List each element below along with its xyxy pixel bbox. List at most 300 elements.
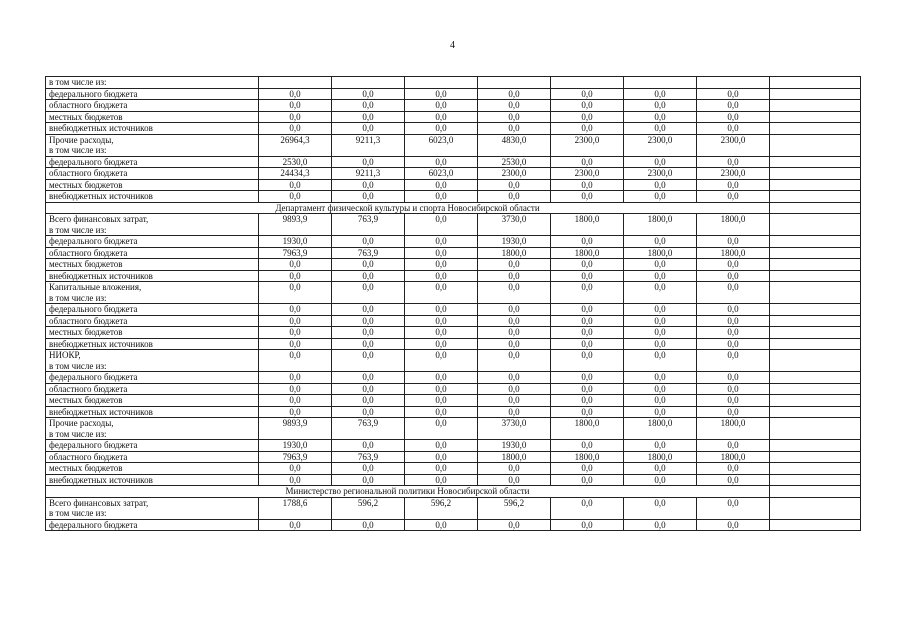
row-label-text: Прочие расходы,: [49, 418, 114, 428]
value-cell: 0,0: [697, 519, 770, 531]
value-cell: 0,0: [332, 270, 405, 282]
value-cell: 0,0: [478, 282, 551, 304]
value-cell: 0,0: [405, 88, 478, 100]
row-label-text: областного бюджета: [49, 315, 128, 326]
value-cell: 0,0: [551, 304, 624, 316]
value-cell: 6023,0: [405, 134, 478, 156]
value-cell: 0,0: [259, 282, 332, 304]
row-label-subtext: в том числе из:: [49, 224, 107, 235]
value-cell: 0,0: [405, 259, 478, 271]
notes-cell: [770, 406, 861, 418]
value-cell: 0,0: [259, 100, 332, 112]
row-label-text: в том числе из:: [49, 77, 107, 87]
value-cell: 0,0: [259, 463, 332, 475]
notes-cell: [770, 372, 861, 384]
value-cell: 1800,0: [697, 451, 770, 463]
notes-cell: [770, 474, 861, 486]
notes-cell: [770, 304, 861, 316]
notes-cell: [770, 111, 861, 123]
value-cell: 2300,0: [697, 134, 770, 156]
value-cell: 0,0: [332, 282, 405, 304]
notes-cell: [770, 327, 861, 339]
value-cell: 0,0: [405, 247, 478, 259]
row-label-text: федерального бюджета: [49, 372, 138, 382]
value-cell: 0,0: [332, 440, 405, 452]
value-cell: 0,0: [478, 315, 551, 327]
value-cell: 0,0: [405, 451, 478, 463]
value-cell: 0,0: [697, 88, 770, 100]
value-cell: 0,0: [405, 179, 478, 191]
value-cell: 0,0: [697, 282, 770, 304]
value-cell: 1800,0: [624, 214, 697, 236]
notes-cell: [770, 497, 861, 519]
value-cell: 0,0: [551, 406, 624, 418]
value-cell: 2300,0: [551, 168, 624, 180]
value-cell: 0,0: [332, 372, 405, 384]
value-cell: 763,9: [332, 214, 405, 236]
row-label: [46, 259, 259, 271]
value-cell: 0,0: [624, 304, 697, 316]
value-cell: 1800,0: [624, 418, 697, 440]
value-cell: 0,0: [697, 315, 770, 327]
value-cell: 0,0: [405, 418, 478, 440]
value-cell: 0,0: [624, 474, 697, 486]
table-row: [46, 259, 861, 271]
value-cell: 1800,0: [551, 418, 624, 440]
row-label-text: местных бюджетов: [49, 179, 123, 190]
value-cell: 0,0: [405, 383, 478, 395]
value-cell: 0,0: [259, 406, 332, 418]
row-label: [46, 111, 259, 123]
table-row: [46, 168, 861, 180]
row-label: [46, 100, 259, 112]
value-cell: 7963,9: [259, 247, 332, 259]
row-label: [46, 270, 259, 282]
row-label: [46, 451, 259, 463]
value-cell: 0,0: [332, 338, 405, 350]
row-label-text: НИОКР,: [49, 350, 81, 360]
value-cell: 763,9: [332, 418, 405, 440]
row-label-text: Капитальные вложения,: [49, 282, 142, 292]
value-cell: 0,0: [478, 111, 551, 123]
value-cell: 0,0: [332, 100, 405, 112]
value-cell: 0,0: [697, 474, 770, 486]
value-cell: 0,0: [332, 191, 405, 203]
row-label: [46, 134, 259, 156]
table-row: [46, 315, 861, 327]
value-cell: 0,0: [332, 350, 405, 372]
value-cell: 0,0: [405, 519, 478, 531]
value-cell: 1800,0: [551, 214, 624, 236]
row-label-text: федерального бюджета: [49, 156, 138, 167]
value-cell: 2300,0: [478, 168, 551, 180]
value-cell: 0,0: [624, 350, 697, 372]
value-cell: 0,0: [405, 338, 478, 350]
row-label-text: областного бюджета: [49, 451, 128, 462]
value-cell: 24434,3: [259, 168, 332, 180]
value-cell: 0,0: [478, 395, 551, 407]
notes-cell: [770, 100, 861, 112]
row-label-text: областного бюджета: [49, 168, 128, 178]
value-cell: 0,0: [259, 395, 332, 407]
value-cell: 0,0: [624, 156, 697, 168]
value-cell: 0,0: [332, 406, 405, 418]
value-cell: 0,0: [624, 123, 697, 135]
row-label: [46, 418, 259, 440]
value-cell: 2300,0: [697, 168, 770, 180]
value-cell: 0,0: [624, 179, 697, 191]
value-cell: 1800,0: [551, 451, 624, 463]
notes-cell: [770, 315, 861, 327]
section-heading: Министерство региональной политики Новосибирской области: [46, 486, 770, 498]
value-cell: 2300,0: [624, 134, 697, 156]
row-label-subtext: в том числе из:: [49, 508, 107, 518]
value-cell: 7963,9: [259, 451, 332, 463]
value-cell: 0,0: [259, 88, 332, 100]
row-label: [46, 247, 259, 259]
value-cell: 0,0: [624, 327, 697, 339]
value-cell: 0,0: [259, 304, 332, 316]
value-cell: 6023,0: [405, 168, 478, 180]
row-label-text: внебюджетных источников: [49, 406, 153, 417]
value-cell: 0,0: [405, 315, 478, 327]
notes-cell: [770, 451, 861, 463]
value-cell: 0,0: [259, 383, 332, 395]
value-cell: 0,0: [551, 372, 624, 384]
section-heading: Департамент физической культуры и спорта Новосибирской области: [46, 202, 770, 214]
value-cell: 0,0: [332, 236, 405, 248]
value-cell: 0,0: [478, 519, 551, 531]
value-cell: 1800,0: [624, 247, 697, 259]
value-cell: 2530,0: [478, 156, 551, 168]
value-cell: [259, 77, 332, 89]
value-cell: 9893,9: [259, 214, 332, 236]
value-cell: 0,0: [478, 474, 551, 486]
row-label: [46, 168, 259, 180]
value-cell: 0,0: [697, 372, 770, 384]
value-cell: 0,0: [624, 372, 697, 384]
value-cell: 1800,0: [478, 451, 551, 463]
value-cell: 0,0: [405, 304, 478, 316]
value-cell: 763,9: [332, 247, 405, 259]
value-cell: 3730,0: [478, 214, 551, 236]
row-label-text: внебюджетных источников: [49, 270, 153, 281]
value-cell: 0,0: [624, 270, 697, 282]
value-cell: 0,0: [332, 156, 405, 168]
value-cell: 0,0: [624, 463, 697, 475]
value-cell: 0,0: [405, 474, 478, 486]
notes-cell: [770, 156, 861, 168]
value-cell: 0,0: [405, 100, 478, 112]
notes-cell: [770, 179, 861, 191]
value-cell: 1930,0: [478, 440, 551, 452]
value-cell: 0,0: [259, 179, 332, 191]
value-cell: 0,0: [405, 191, 478, 203]
value-cell: 0,0: [405, 463, 478, 475]
notes-cell: [770, 123, 861, 135]
section-heading-row: [46, 202, 861, 214]
row-label: [46, 395, 259, 407]
row-label: [46, 77, 259, 89]
table-row: [46, 236, 861, 248]
value-cell: 0,0: [551, 156, 624, 168]
row-label: [46, 383, 259, 395]
row-label-text: федерального бюджета: [49, 440, 138, 450]
table-row: [46, 179, 861, 191]
value-cell: 0,0: [624, 406, 697, 418]
row-label: [46, 338, 259, 350]
row-label-subtext: в том числе из:: [49, 360, 107, 371]
value-cell: 0,0: [624, 440, 697, 452]
value-cell: 0,0: [332, 474, 405, 486]
value-cell: 0,0: [551, 179, 624, 191]
value-cell: 0,0: [332, 111, 405, 123]
row-label: [46, 236, 259, 248]
row-label-subtext: в том числе из:: [49, 145, 107, 155]
value-cell: 0,0: [551, 395, 624, 407]
value-cell: 0,0: [624, 282, 697, 304]
table-row: [46, 270, 861, 282]
value-cell: [332, 77, 405, 89]
table-row: [46, 156, 861, 168]
notes-cell: [770, 282, 861, 304]
value-cell: 0,0: [332, 179, 405, 191]
value-cell: 0,0: [478, 123, 551, 135]
row-label-text: внебюджетных источников: [49, 123, 153, 133]
value-cell: 0,0: [697, 327, 770, 339]
value-cell: 0,0: [259, 327, 332, 339]
value-cell: 0,0: [697, 463, 770, 475]
table-row: [46, 88, 861, 100]
value-cell: 0,0: [551, 123, 624, 135]
value-cell: 1930,0: [478, 236, 551, 248]
value-cell: 0,0: [551, 327, 624, 339]
value-cell: 0,0: [332, 304, 405, 316]
value-cell: 0,0: [551, 236, 624, 248]
row-label-text: внебюджетных источников: [49, 474, 153, 485]
value-cell: 0,0: [405, 440, 478, 452]
value-cell: 0,0: [697, 156, 770, 168]
notes-cell: [770, 77, 861, 89]
notes-cell: [770, 259, 861, 271]
value-cell: 0,0: [405, 156, 478, 168]
value-cell: 0,0: [551, 191, 624, 203]
value-cell: 0,0: [697, 111, 770, 123]
value-cell: 0,0: [697, 259, 770, 271]
value-cell: 0,0: [332, 327, 405, 339]
value-cell: [478, 77, 551, 89]
row-label-subtext: в том числе из:: [49, 292, 107, 303]
row-label: [46, 474, 259, 486]
row-label-text: областного бюджета: [49, 383, 128, 394]
value-cell: 0,0: [697, 100, 770, 112]
row-label-text: областного бюджета: [49, 100, 128, 110]
value-cell: 0,0: [551, 350, 624, 372]
value-cell: 0,0: [624, 236, 697, 248]
row-label: [46, 519, 259, 531]
value-cell: 0,0: [697, 383, 770, 395]
row-label: [46, 440, 259, 452]
value-cell: 0,0: [332, 123, 405, 135]
section-heading-row: [46, 486, 861, 498]
row-label-subtext: в том числе из:: [49, 428, 107, 439]
value-cell: 0,0: [259, 519, 332, 531]
value-cell: 0,0: [332, 315, 405, 327]
row-label-text: федерального бюджета: [49, 88, 138, 99]
value-cell: 0,0: [478, 88, 551, 100]
table-row: [46, 111, 861, 123]
table-row: [46, 77, 861, 89]
row-label-text: федерального бюджета: [49, 236, 138, 246]
value-cell: 0,0: [624, 88, 697, 100]
row-label: [46, 179, 259, 191]
value-cell: 0,0: [478, 100, 551, 112]
value-cell: 2530,0: [259, 156, 332, 168]
value-cell: 0,0: [551, 463, 624, 475]
value-cell: 0,0: [551, 474, 624, 486]
value-cell: 0,0: [624, 315, 697, 327]
value-cell: 0,0: [405, 111, 478, 123]
value-cell: 0,0: [624, 338, 697, 350]
value-cell: 0,0: [478, 259, 551, 271]
value-cell: 26964,3: [259, 134, 332, 156]
table-row: [46, 123, 861, 135]
value-cell: 0,0: [697, 440, 770, 452]
value-cell: 763,9: [332, 451, 405, 463]
value-cell: 1800,0: [697, 418, 770, 440]
row-label-text: местных бюджетов: [49, 111, 123, 122]
table-row: [46, 474, 861, 486]
row-label-text: местных бюджетов: [49, 259, 123, 269]
table-row: [46, 304, 861, 316]
value-cell: 0,0: [697, 270, 770, 282]
value-cell: 0,0: [405, 270, 478, 282]
notes-cell: [770, 88, 861, 100]
value-cell: [624, 77, 697, 89]
value-cell: 0,0: [697, 123, 770, 135]
value-cell: 0,0: [259, 270, 332, 282]
notes-cell: [770, 350, 861, 372]
table-row: [46, 451, 861, 463]
row-label: [46, 497, 259, 519]
value-cell: 0,0: [259, 191, 332, 203]
value-cell: 0,0: [624, 519, 697, 531]
value-cell: 1930,0: [259, 236, 332, 248]
notes-cell: [770, 418, 861, 440]
value-cell: 0,0: [405, 327, 478, 339]
row-label-text: федерального бюджета: [49, 304, 138, 314]
value-cell: 0,0: [697, 497, 770, 519]
notes-cell: [770, 440, 861, 452]
value-cell: 0,0: [259, 259, 332, 271]
value-cell: 0,0: [478, 406, 551, 418]
row-label-text: местных бюджетов: [49, 327, 123, 337]
page-number: 4: [450, 40, 455, 51]
table-row: [46, 350, 861, 372]
value-cell: 0,0: [478, 338, 551, 350]
value-cell: 1800,0: [697, 214, 770, 236]
value-cell: 0,0: [405, 395, 478, 407]
value-cell: 0,0: [551, 100, 624, 112]
notes-cell: [770, 134, 861, 156]
notes-cell: [770, 191, 861, 203]
value-cell: 1800,0: [624, 451, 697, 463]
row-label-text: внебюджетных источников: [49, 191, 153, 201]
value-cell: 9893,9: [259, 418, 332, 440]
value-cell: 0,0: [478, 191, 551, 203]
table-row: [46, 383, 861, 395]
notes-cell: [770, 168, 861, 180]
value-cell: 0,0: [624, 191, 697, 203]
row-label-text: Всего финансовых затрат,: [49, 497, 149, 508]
row-label: [46, 304, 259, 316]
notes-cell: [770, 270, 861, 282]
value-cell: 0,0: [405, 406, 478, 418]
value-cell: 1930,0: [259, 440, 332, 452]
notes-cell: [770, 519, 861, 531]
value-cell: 0,0: [405, 236, 478, 248]
table-row: [46, 100, 861, 112]
budget-table: [45, 76, 861, 531]
row-label: [46, 191, 259, 203]
value-cell: 0,0: [624, 395, 697, 407]
value-cell: 0,0: [478, 383, 551, 395]
notes-cell: [770, 247, 861, 259]
value-cell: 0,0: [697, 191, 770, 203]
table-row: [46, 327, 861, 339]
value-cell: 0,0: [405, 350, 478, 372]
value-cell: 0,0: [478, 350, 551, 372]
value-cell: 0,0: [259, 372, 332, 384]
value-cell: 9211,3: [332, 168, 405, 180]
value-cell: 0,0: [551, 259, 624, 271]
notes-cell: [770, 486, 861, 498]
table-row: [46, 519, 861, 531]
value-cell: 0,0: [478, 179, 551, 191]
value-cell: 0,0: [332, 395, 405, 407]
value-cell: 1800,0: [551, 247, 624, 259]
row-label: [46, 463, 259, 475]
row-label: [46, 372, 259, 384]
value-cell: 0,0: [624, 111, 697, 123]
value-cell: 0,0: [405, 372, 478, 384]
notes-cell: [770, 202, 861, 214]
table-row: [46, 406, 861, 418]
value-cell: 0,0: [697, 304, 770, 316]
value-cell: 1800,0: [478, 247, 551, 259]
value-cell: 0,0: [551, 282, 624, 304]
table-row: [46, 463, 861, 475]
value-cell: 2300,0: [624, 168, 697, 180]
row-label: [46, 315, 259, 327]
value-cell: 0,0: [405, 282, 478, 304]
value-cell: 0,0: [478, 463, 551, 475]
notes-cell: [770, 236, 861, 248]
value-cell: 0,0: [259, 338, 332, 350]
row-label: [46, 327, 259, 339]
row-label-text: федерального бюджета: [49, 519, 138, 530]
value-cell: 0,0: [259, 350, 332, 372]
table-row: [46, 395, 861, 407]
value-cell: 2300,0: [551, 134, 624, 156]
table-row: [46, 214, 861, 236]
value-cell: [697, 77, 770, 89]
table-row: [46, 247, 861, 259]
value-cell: 0,0: [551, 497, 624, 519]
value-cell: 1800,0: [697, 247, 770, 259]
table-row: [46, 372, 861, 384]
notes-cell: [770, 383, 861, 395]
